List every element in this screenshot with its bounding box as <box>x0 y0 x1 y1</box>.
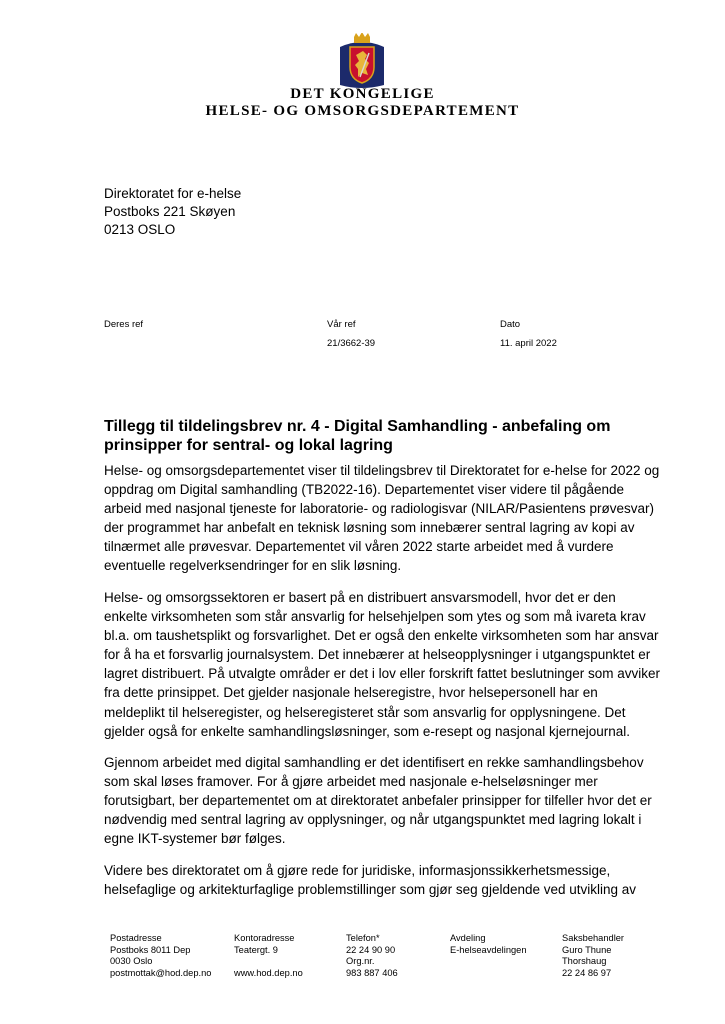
paragraph-line: gjelder også for enkelte samhandlingsløsninger, som e-resept og nasjonal kjernejournal. <box>104 723 631 739</box>
footer-heading: Kontoradresse <box>234 933 295 943</box>
recipient-address <box>104 185 241 239</box>
footer-text <box>234 956 303 968</box>
paragraph-line: meldeplikt til helseregister, og helseregisteret står som ansvarlig for opplysningene. Det <box>104 704 626 720</box>
paragraph-line: oppdrag om Digital samhandling (TB2022-16). Departementet viser videre til pågående <box>104 482 625 498</box>
body-paragraph <box>104 753 674 848</box>
var-ref-label: Vår ref <box>327 319 356 330</box>
paragraph-line: bl.a. om taushetsplikt og forsvarlighet. Det er også den enkelte virksomheten som har ansvar <box>104 628 659 644</box>
var-ref-value: 21/3662-39 <box>327 338 376 349</box>
paragraph-line: eventuelle regelverksendringer for en slik løsning. <box>104 558 402 574</box>
dato-label: Dato <box>500 319 521 330</box>
norwegian-coat-of-arms-icon <box>336 33 388 89</box>
body-paragraph <box>104 861 674 899</box>
footer-text: Org.nr. <box>346 956 375 966</box>
paragraph-line: Videre bes direktoratet om å gjøre rede for juridiske, informasjonssikkerhetsmessige, <box>104 863 611 878</box>
ministry-name-line-2: HELSE- OG OMSORGSDEPARTEMENT <box>205 103 520 119</box>
footer-text: 22 24 90 90 <box>346 944 396 955</box>
paragraph-line: arbeid med nasjonal tjeneste for laboratorie- og radiologisvar (NILAR/Pasientens prøvesvar) <box>104 501 655 517</box>
paragraph-line: fra dette prinsippet. Det gjelder nasjonale helseregistre, hvor helsepersonell har en <box>104 685 598 701</box>
recipient-line: 0213 OSLO <box>104 222 176 237</box>
footer-text: Postboks 8011 Dep <box>110 944 191 955</box>
paragraph-line: for å ha et forsvarlig journalsystem. Det innebærer at helseopplysninger i utgangspunktet er <box>104 647 651 663</box>
footer-office-column <box>234 933 303 979</box>
footer-text: 983 887 406 <box>346 967 398 978</box>
footer-text: Guro Thune <box>562 944 612 955</box>
paragraph-line: helsefaglige og arkitekturfaglige problemstillinger som gjør seg gjeldende ved utvikling av <box>104 882 637 898</box>
footer-heading: Postadresse <box>110 933 162 943</box>
paragraph-line: egne IKT-systemer bør følges. <box>104 831 286 847</box>
paragraph-line: Gjennom arbeidet med digital samhandling er det identifisert en rekke samhandlingsbehov <box>104 755 644 770</box>
deres-ref-label: Deres ref <box>104 319 144 330</box>
footer-text: 0030 Oslo <box>110 956 153 966</box>
recipient-line: Postboks 221 Skøyen <box>104 204 236 219</box>
footer-heading: Avdeling <box>450 933 486 943</box>
dato-value: 11. april 2022 <box>500 338 557 349</box>
footer-text: Thorshaug <box>562 956 607 966</box>
body-paragraph <box>104 588 674 741</box>
footer-web-link[interactable]: www.hod.dep.no <box>234 967 303 978</box>
recipient-line: Direktoratet for e-helse <box>104 186 242 201</box>
footer-phone-column <box>346 933 398 979</box>
footer-officer-column <box>562 933 624 979</box>
paragraph-line: enkelte virksomheten som står ansvarlig for helsehjelpen som ytes og som må ivareta krav <box>104 609 646 625</box>
footer-text <box>450 956 527 968</box>
body-paragraph <box>104 461 674 576</box>
paragraph-line: der programmet har anbefalt en teknisk løsning som innebærer sentral lagring av kopi av <box>104 520 635 536</box>
paragraph-line: Helse- og omsorgsdepartementet viser til tildelingsbrev til Direktoratet for e-helse for 2022 og <box>104 463 660 478</box>
paragraph-line: tilnærmet alle prøvesvar. Departementet vil våren 2022 starte arbeidet med å vurdere <box>104 539 614 555</box>
footer-email-link[interactable]: postmottak@hod.dep.no <box>110 967 212 978</box>
footer-text: E-helseavdelingen <box>450 944 527 955</box>
footer-heading: Saksbehandler <box>562 933 625 943</box>
paragraph-line: lagret distribuert. På utvalgte områder er det i lov eller forskrift fattet beslutninger som avviker <box>104 666 660 682</box>
ministry-name-line-1: DET KONGELIGE <box>290 86 435 102</box>
footer-heading: Telefon* <box>346 933 380 943</box>
paragraph-line: nødvendig med sentral lagring av opplysninger, og når utgangspunktet med lagring lokalt i <box>104 812 642 828</box>
footer-text: 22 24 86 97 <box>562 967 612 978</box>
paragraph-line: som skal løses framover. For å gjøre arbeidet med nasjonale e-helseløsninger mer <box>104 774 598 790</box>
paragraph-line: Helse- og omsorgssektoren er basert på en distribuert ansvarsmodell, hvor det er den <box>104 590 616 605</box>
letter-title: Tillegg til tildelingsbrev nr. 4 - Digital Samhandling - anbefaling om prinsipper for sentral- og lokal lagring <box>104 418 611 454</box>
footer-department-column <box>450 933 527 979</box>
footer-text: Teatergt. 9 <box>234 944 278 955</box>
coat-of-arms-emblem <box>336 33 388 89</box>
footer-postal-column <box>110 933 211 979</box>
paragraph-line: forutsigbart, ber departementet om at direktoratet anbefaler prinsipper for tilfeller hvor det er <box>104 793 652 809</box>
footer-text <box>450 968 527 980</box>
